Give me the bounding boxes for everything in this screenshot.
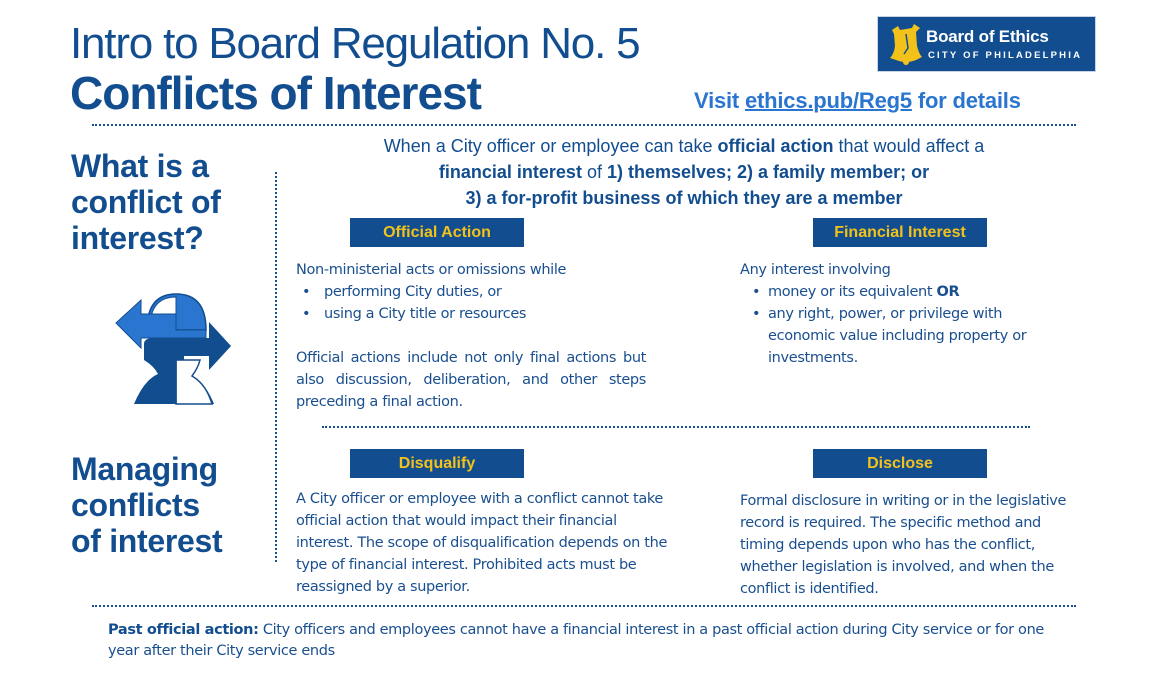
mid-divider — [322, 426, 1030, 428]
conflict-arrows-person-icon — [114, 288, 232, 406]
disqualify-label: Disqualify — [350, 449, 524, 478]
past-official-action-note — [108, 620, 1068, 662]
heading-line: interest? — [71, 220, 204, 256]
intro-bold-parties: 1) themselves; 2) a family member; or 3) a for-profit business of which they are a member — [465, 162, 930, 208]
footer-divider — [92, 605, 1076, 607]
heading-line: conflicts — [71, 487, 200, 523]
visit-suffix: for details — [911, 88, 1021, 113]
intro-text-2: that would affect a — [833, 136, 985, 156]
page-title-line2: Conflicts of Interest — [70, 67, 481, 119]
financial-interest-label: Financial Interest — [813, 218, 987, 247]
intro-bold-official-action: official action — [717, 136, 834, 156]
bullet-text: money or its equivalent — [768, 284, 937, 300]
section-vertical-divider — [275, 172, 277, 562]
official-action-lead: Non-ministerial acts or omissions while — [296, 262, 567, 278]
disqualify-text: A City officer or employee with a conflict cannot take official action that would impact their financial interest. The scope of disqualification depends on the type of financial interest. Prohibited acts must be reassigned by a superior. — [296, 491, 668, 595]
definition-statement — [300, 133, 1068, 211]
official-action-label: Official Action — [350, 218, 524, 247]
official-action-card — [296, 259, 646, 413]
header-divider — [92, 124, 1076, 126]
financial-interest-lead: Any interest involving — [740, 262, 891, 278]
official-action-bullets — [296, 281, 646, 325]
financial-interest-bullets — [740, 281, 1070, 369]
official-action-note: Official actions include not only final actions but also discussion, deliberation, and other steps preceding a final action. — [296, 350, 646, 410]
disclose-label: Disclose — [813, 449, 987, 478]
list-item: • using a City title or resources — [296, 303, 646, 325]
visit-prefix: Visit — [694, 88, 745, 113]
financial-interest-card — [740, 259, 1070, 369]
section-heading-what-is — [71, 148, 221, 256]
logo-subtitle: CITY OF PHILADELPHIA — [928, 50, 1083, 61]
reg5-link[interactable]: ethics.pub/Reg5 — [744, 88, 912, 113]
list-item: • performing City duties, or — [296, 281, 646, 303]
heading-line: What is a — [71, 148, 209, 184]
bullet-bold-or: OR — [936, 284, 960, 300]
section-heading-managing — [71, 451, 222, 559]
heading-line: of interest — [71, 523, 223, 559]
intro-text-1: When a City officer or employee can take — [383, 136, 718, 156]
heading-line: Managing — [71, 451, 218, 487]
logo-name: Board of Ethics — [926, 27, 1049, 46]
board-of-ethics-logo — [877, 16, 1096, 72]
heading-line: conflict of — [71, 184, 221, 220]
footer-text: City officers and employees cannot have a financial interest in a past official action during City service or for one year after their City service ends — [108, 622, 1044, 659]
list-item: • any right, power, or privilege with economic value including property or investments. — [740, 303, 1070, 369]
intro-text-3: of — [581, 162, 607, 182]
visit-line — [694, 88, 1021, 114]
page-title-line1: Intro to Board Regulation No. 5 — [70, 19, 640, 68]
footer-label: Past official action: — [108, 622, 259, 638]
intro-bold-financial-interest: financial interest — [438, 162, 582, 182]
list-item — [740, 281, 1070, 303]
disclose-text: Formal disclosure in writing or in the legislative record is required. The specific method and timing depends upon who has the conflict, whether legislation is involved, and when the conflict is identified. — [740, 493, 1067, 597]
liberty-bell-icon — [886, 24, 924, 66]
